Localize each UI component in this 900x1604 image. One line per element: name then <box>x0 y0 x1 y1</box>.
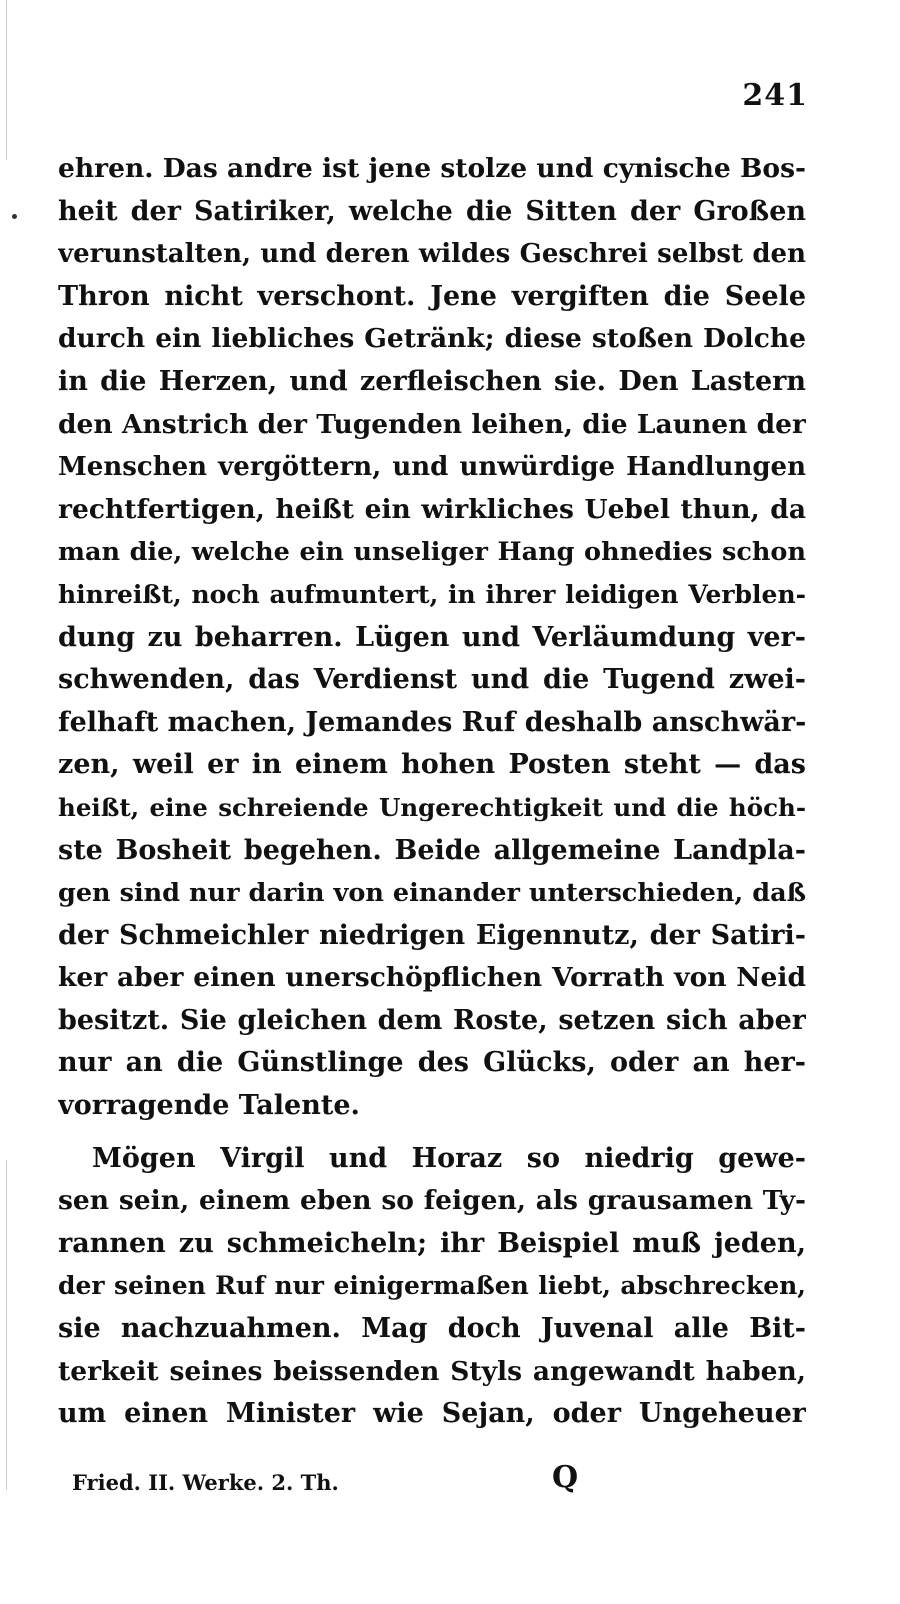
text-line: gen sind nur darin von einander unterschieden, daß <box>58 878 806 909</box>
signature-line: Fried. II. Werke. 2. Th. <box>72 1470 339 1495</box>
text-line: vorragende Talente. <box>58 1090 360 1122</box>
text-line: besitzt. Sie gleichen dem Roste, setzen sich aber <box>58 1004 806 1036</box>
text-line: der Schmeichler niedrigen Eigennutz, der Satiri- <box>58 919 806 951</box>
text-line: ehren. Das andre ist jene stolze und cynische Bos- <box>58 153 806 184</box>
text-line: verunstalten, und deren wildes Geschrei selbst den <box>58 239 806 270</box>
page-number: 241 <box>742 78 808 113</box>
text-line: in die Herzen, und zerfleischen sie. Den Lastern <box>58 365 806 397</box>
text-line: ker aber einen unerschöpflichen Vorrath von Neid <box>58 962 806 994</box>
text-line: nur an die Günstlinge des Glücks, oder an her- <box>58 1047 806 1079</box>
text-line: heit der Satiriker, welche die Sitten der Großen <box>58 195 806 227</box>
text-line: Menschen vergöttern, und unwürdige Handlungen <box>58 452 806 483</box>
paragraph-gap <box>58 1128 806 1138</box>
text-line: felhaft machen, Jemandes Ruf deshalb anschwär- <box>58 706 806 738</box>
sheet-mark: Q <box>552 1460 579 1495</box>
text-line: Thron nicht verschont. Jene vergiften die Seele <box>58 280 806 312</box>
margin-rule-bottom <box>6 1160 7 1490</box>
text-line: rechtfertigen, heißt ein wirkliches Uebel thun, da <box>58 493 806 525</box>
text-line: dung zu beharren. Lügen und Verläumdung ver- <box>58 621 806 653</box>
text-line: ste Bosheit begehen. Beide allgemeine Landpla- <box>58 834 806 866</box>
text-line: terkeit seines beissenden Styls angewandt haben, <box>58 1355 806 1387</box>
text-line: zen, weil er in einem hohen Posten steht — das <box>58 749 806 781</box>
paragraph-1 <box>58 148 806 1128</box>
text-line: heißt, eine schreiende Ungerechtigkeit und die höch- <box>58 792 806 822</box>
margin-speck <box>12 214 17 219</box>
text-line: um einen Minister wie Sejan, oder Ungeheuer <box>58 1398 806 1430</box>
body-text <box>58 148 806 1436</box>
text-line: schwenden, das Verdienst und die Tugend zwei- <box>58 664 806 696</box>
text-line: rannen zu schmeicheln; ihr Beispiel muß jeden, <box>58 1227 806 1259</box>
paragraph-2 <box>58 1138 806 1436</box>
text-line: sen sein, einem eben so feigen, als grausamen Ty- <box>58 1185 806 1217</box>
text-line: Mögen Virgil und Horaz so niedrig gewe- <box>92 1142 806 1174</box>
text-line: den Anstrich der Tugenden leihen, die Launen der <box>58 408 806 440</box>
text-line: hinreißt, noch aufmuntert, in ihrer leidigen Verblen- <box>58 579 806 609</box>
text-line: man die, welche ein unseliger Hang ohnedies schon <box>58 537 806 568</box>
margin-rule-top <box>6 0 7 160</box>
text-line: sie nachzuahmen. Mag doch Juvenal alle Bit- <box>58 1313 806 1345</box>
text-line: durch ein liebliches Getränk; diese stoßen Dolche <box>58 323 806 355</box>
text-line: der seinen Ruf nur einigermaßen liebt, abschrecken, <box>58 1271 806 1301</box>
